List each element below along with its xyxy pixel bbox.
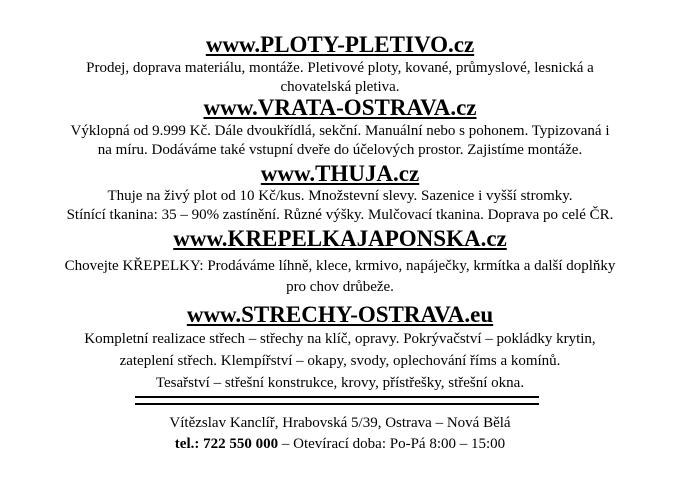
ad-description: [0, 328, 680, 394]
ad-description: [0, 59, 680, 97]
ad-krepelka-japonska: [0, 227, 680, 298]
ad-url[interactable]: www.THUJA.cz: [260, 161, 420, 186]
contact-block: [0, 413, 680, 455]
double-rule-divider: [135, 396, 539, 405]
contact-phone-line: [0, 434, 680, 455]
ad-thuja: [0, 162, 680, 225]
ad-url[interactable]: www.VRATA-OSTRAVA.cz: [203, 95, 477, 120]
ad-description: [0, 122, 680, 160]
ad-url[interactable]: www.KREPELKAJAPONSKA.cz: [173, 226, 507, 251]
ad-description-line: chovatelská pletiva.: [280, 79, 400, 95]
ad-description-line: Tesařství – střešní konstrukce, krovy, přístřešky, střešní okna.: [155, 375, 525, 391]
ad-description-line: Thuje na živý plot od 10 Kč/kus. Množstevní slevy. Sazenice i vyšší stromky.: [107, 188, 573, 204]
opening-hours: – Otevírací doba: Po-Pá 8:00 – 15:00: [278, 436, 506, 452]
ad-url[interactable]: www.PLOTY-PLETIVO.cz: [205, 32, 475, 57]
ad-description-line: na míru. Dodáváme také vstupní dveře do účelových prostor. Zajistíme montáže.: [97, 142, 583, 158]
ad-description-line: zateplení střech. Klempířství – okapy, svody, oplechování říms a komínů.: [119, 353, 561, 369]
phone-label: tel.:: [174, 436, 200, 452]
ad-description-line: Prodej, doprava materiálu, montáže. Pletivové ploty, kované, průmyslové, lesnická a: [86, 60, 594, 76]
phone-number[interactable]: 722 550 000: [203, 436, 279, 452]
ad-description: [0, 187, 680, 225]
ad-vrata-ostrava: [0, 96, 680, 160]
ad-description-line: Výklopná od 9.999 Kč. Dále dvoukřídlá, sekční. Manuální nebo s pohonem. Typizovaná i: [70, 123, 610, 139]
ad-description: [0, 256, 680, 298]
ad-url[interactable]: www.STRECHY-OSTRAVA.eu: [186, 302, 494, 327]
ad-ploty-pletivo: [0, 33, 680, 97]
ad-strechy-ostrava: [0, 303, 680, 394]
ad-description-line: Chovejte KŘEPELKY: Prodáváme líhně, klece, krmivo, napáječky, krmítka a další doplňky: [64, 258, 616, 274]
ad-description-line: Stínící tkanina: 35 – 90% zastínění. Různé výšky. Mulčovací tkanina. Doprava po celé ČR.: [66, 207, 614, 223]
ad-description-line: Kompletní realizace střech – střechy na klíč, opravy. Pokrývačství – pokládky krytin,: [84, 331, 596, 347]
contact-address: Vítězslav Kanclíř, Hrabovská 5/39, Ostrava – Nová Bělá: [169, 415, 511, 431]
ad-description-line: pro chov drůbeže.: [286, 279, 394, 295]
